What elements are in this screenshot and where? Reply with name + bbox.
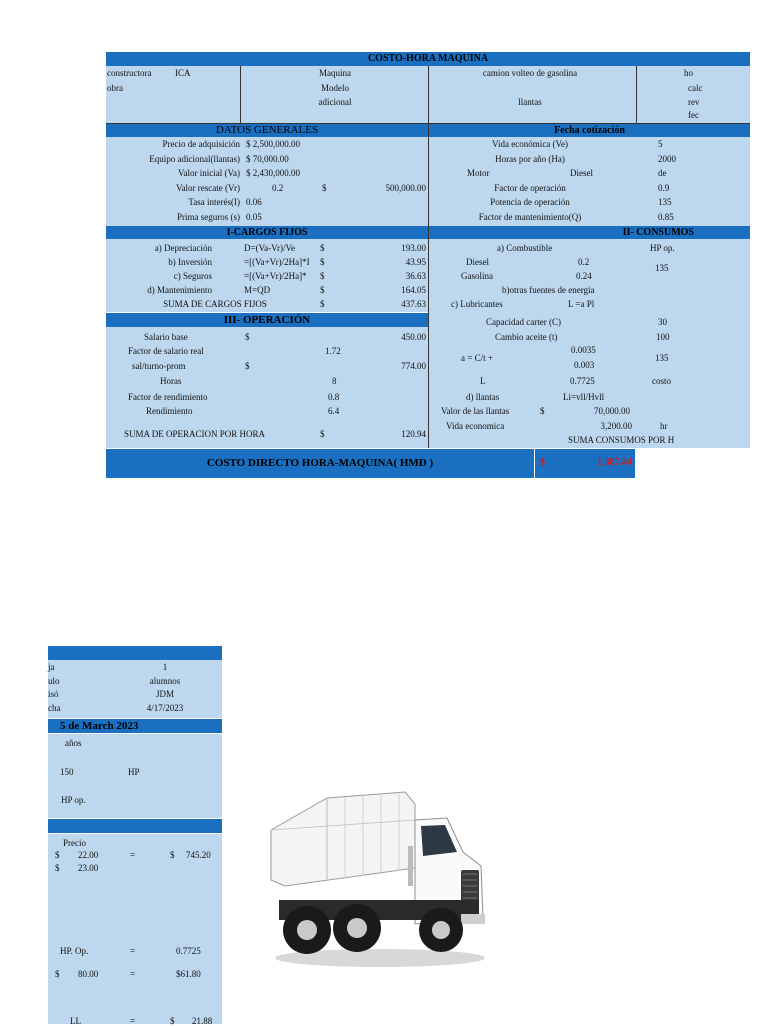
operacion-sum-value: 120.94	[401, 429, 426, 439]
constructora-label: constructora	[107, 68, 152, 78]
divider	[428, 66, 429, 123]
gasolina-label: Gasolina	[461, 271, 493, 281]
a-label: a = C/t +	[461, 353, 493, 363]
vida-value: 3,200.00	[600, 421, 632, 431]
cont-lub-value: 80.00	[78, 969, 99, 979]
cont-precio-label: Precio	[63, 838, 86, 848]
constructora-value: ICA	[175, 68, 191, 78]
cf-row-formula: =[(Va+Vr)/2Ha]*	[244, 271, 307, 281]
diesel-value: 0.2	[578, 257, 590, 267]
cont-eq2: =	[130, 969, 136, 979]
cf-row-formula: =[(Va+Vr)/2Ha]*I	[244, 257, 310, 267]
cargos-fijos-title	[106, 226, 428, 239]
total-sign: $	[540, 457, 545, 468]
calculo-cut: calc	[688, 83, 703, 93]
cf-row-formula: D=(Va-Vr)/Ve	[244, 243, 296, 253]
lubricantes-label: c) Lubricantes	[451, 299, 503, 309]
cont-hp-unit: HP	[128, 767, 140, 777]
sheet-title	[106, 52, 750, 66]
fc-row-value: 0.85	[658, 211, 674, 222]
cont-top-label: isó	[48, 689, 59, 699]
cont-price-sign: $	[55, 863, 60, 873]
cf-row-formula: M=QD	[244, 285, 271, 295]
combustible-label: a) Combustible	[497, 243, 553, 253]
fc-row-label: Motor	[467, 168, 490, 178]
cont-panel-3	[48, 834, 222, 1024]
dg-row-label: Valor rescate (Vr)	[176, 182, 240, 193]
turno-sign: $	[245, 361, 250, 371]
cont-lub-sign: $	[55, 969, 60, 979]
cf-row-sign: $	[320, 243, 325, 253]
maquina-value: camion volteo de gasolina	[482, 68, 578, 78]
cf-row-label: a) Depreciación	[154, 243, 212, 253]
fc-row-value: 0.9	[658, 182, 670, 193]
cont-ll-label: LL	[70, 1016, 81, 1026]
cont-top-value: 4/17/2023	[146, 702, 184, 713]
cf-row-label: b) Inversión	[168, 257, 212, 267]
fc-row-label: Factor de mantenimiento(Q)	[478, 211, 582, 222]
cont-hp-op2: HP. Op.	[60, 946, 89, 956]
cf-row-value: 43.95	[405, 257, 426, 267]
vida-label: Vida economica	[446, 421, 505, 431]
cf-row-sign: $	[320, 285, 325, 295]
turno-value: 774.00	[401, 361, 426, 371]
rend-factor-value: 0.8	[328, 392, 340, 402]
cargos-fijos-sum-sign: $	[320, 299, 325, 309]
fc-row-label: Horas por año (Ha)	[495, 153, 565, 164]
dg-row-label: Precio de adquisición	[162, 139, 240, 149]
operacion-sum-label: SUMA DE OPERACION POR HORA	[124, 429, 266, 439]
rend-label: Rendimiento	[146, 406, 193, 416]
cont-eq1: =	[130, 946, 136, 956]
cont-top-label: ulo	[48, 675, 60, 686]
dg-row-label: Equipo adicional(llantas)	[149, 153, 240, 164]
cont-price-sign2: $	[170, 850, 175, 860]
dg-row-extra: 500,000.00	[385, 182, 426, 193]
horas-value: 8	[332, 376, 337, 386]
cont-top-label: ja	[48, 662, 55, 672]
a-hp: 135	[655, 353, 669, 363]
dg-row-value: 0.05	[246, 211, 262, 222]
dg-row-label: Tasa interés(I)	[188, 197, 240, 207]
fc-row-value: 135	[658, 197, 672, 207]
dg-row-value: $ 70,000.00	[246, 153, 289, 164]
consumo-hp-value: 135	[655, 263, 669, 273]
dg-row-value: $ 2,430,000.00	[246, 168, 300, 178]
cont-hp-num: 150	[60, 767, 74, 777]
dg-row-sign: $	[322, 182, 327, 193]
cont-date-bar	[48, 719, 222, 733]
fc-row-label: Factor de operación	[494, 182, 566, 193]
divider	[428, 124, 429, 226]
consumos-sum-label: SUMA CONSUMOS POR H	[568, 435, 675, 445]
dg-row-value: 0.06	[246, 197, 262, 207]
diesel-label: Diesel	[466, 257, 489, 267]
hp-op: HP op.	[650, 243, 675, 253]
cont-price-value: 23.00	[78, 863, 99, 873]
fecha-title	[429, 124, 750, 137]
salario-value: 450.00	[401, 332, 426, 342]
cont-header-bar	[48, 646, 222, 660]
cont-hp-op2-value: 0.7725	[176, 946, 201, 956]
cont-anos: años	[65, 738, 82, 748]
carter-value: 30	[658, 317, 667, 327]
fc-row-value: 5	[658, 139, 663, 149]
factor-label: Factor de salario real	[128, 346, 204, 356]
cont-top-label: cha	[48, 702, 61, 713]
fecha-title-text: Fecha cotización	[554, 125, 625, 136]
reviso-cut: rev	[688, 97, 700, 107]
operacion-title	[106, 313, 428, 327]
rend-factor-label: Factor de rendimiento	[128, 392, 208, 402]
cont-top-value: alumnos	[149, 675, 181, 686]
l-costo: costo	[652, 376, 671, 386]
fc-row-mid: Diesel	[570, 168, 593, 178]
llantas-label: d) llantas	[466, 392, 500, 402]
cf-row-sign: $	[320, 271, 325, 281]
valor-llantas-value: 70,000.00	[594, 406, 630, 416]
cont-bar-3	[48, 819, 222, 833]
operacion-title-text: III- OPERACIÓN	[223, 314, 311, 326]
adicional-label: adicional	[318, 97, 352, 107]
salario-label: Salario base	[144, 332, 188, 342]
consumos-title	[429, 226, 750, 239]
maquina-label: Maquina	[319, 68, 351, 78]
l-label: L	[480, 376, 486, 386]
fecha-cut: fec	[688, 110, 699, 120]
cf-row-value: 193.00	[401, 243, 426, 253]
cambio-label: Cambio aceite (t)	[495, 332, 558, 342]
llantas-formula: Li=vll/Hvll	[563, 392, 605, 402]
total-value: 1,387.44	[597, 457, 632, 468]
total-label: COSTO DIRECTO HORA-MAQUINA( HMD )	[206, 457, 434, 469]
valor-llantas-sign: $	[540, 406, 545, 416]
carter-label: Capacidad carter (C)	[486, 317, 561, 327]
cargos-fijos-title-text: I-CARGOS FIJOS	[226, 227, 308, 238]
horas-label: Horas	[160, 376, 182, 386]
divider	[240, 66, 241, 123]
cont-ll-value: 21.88	[192, 1016, 213, 1026]
fc-row-label: Vida económica (Ve)	[492, 139, 568, 149]
cont-top-value: 1	[162, 662, 168, 672]
fc-row-value: 2000	[658, 153, 676, 164]
cont-ll-sign: $	[170, 1016, 175, 1026]
factor-value: 1.72	[325, 346, 341, 356]
cont-hp-op: HP op.	[61, 795, 86, 805]
cf-row-sign: $	[320, 257, 325, 267]
cf-row-label: c) Seguros	[173, 271, 212, 281]
fc-row-value: de	[658, 168, 667, 178]
dg-row-value: 0.2	[272, 182, 284, 193]
gasolina-value: 0.24	[576, 271, 592, 281]
cf-row-value: 36.63	[405, 271, 426, 281]
divider	[636, 66, 637, 123]
vida-unit: hr	[660, 421, 668, 431]
dg-row-label: Valor inicial (Va)	[178, 168, 240, 178]
dump-truck-image	[265, 790, 490, 970]
a-value-2: 0.003	[574, 360, 595, 370]
cont-lub-total: $61.80	[176, 969, 201, 979]
cf-row-label: d) Mantenimiento	[147, 285, 212, 295]
l-value: 0.7725	[570, 376, 595, 386]
cont-eq3: =	[130, 1016, 136, 1026]
cargos-fijos-sum-value: 437.63	[401, 299, 426, 309]
cargos-fijos-sum-label: SUMA DE CARGOS FIJOS	[163, 299, 267, 309]
cf-row-value: 164.05	[401, 285, 426, 295]
obra-label: obra	[107, 83, 123, 93]
consumos-title-text: II- CONSUMOS	[622, 227, 694, 238]
cambio-value: 100	[656, 332, 670, 342]
hoja-cut: ho	[684, 68, 693, 78]
sheet-title-text: COSTO-HORA MAQUINA	[367, 53, 489, 64]
dg-row-label: Prima seguros (s)	[177, 211, 240, 222]
valor-llantas-label: Valor de las llantas	[441, 406, 510, 416]
cont-price-value: 22.00	[78, 850, 99, 860]
cont-price-sign: $	[55, 850, 60, 860]
divider	[428, 226, 429, 448]
operacion-sum-sign: $	[320, 429, 325, 439]
fc-row-label: Potencia de operación	[490, 197, 570, 207]
turno-label: sal/turno-prom	[132, 361, 186, 371]
datos-generales-title	[106, 124, 428, 137]
dg-row-value: $ 2,500,000.00	[246, 139, 300, 149]
rend-value: 6.4	[328, 406, 340, 416]
cont-price-total: 745.20	[186, 850, 211, 860]
adicional-value: llantas	[518, 97, 542, 107]
lubricantes-formula: L =a Pl	[568, 299, 595, 309]
datos-generales-title-text: DATOS GENERALES	[215, 124, 319, 136]
cont-top-value: JDM	[155, 689, 174, 699]
otras-label: b)otras fuentes de energía	[502, 285, 595, 295]
a-value-1: 0.0035	[571, 345, 596, 355]
cont-price-eq: =	[130, 850, 136, 860]
modelo-label: Modelo	[321, 83, 349, 93]
cont-date-title: 5 de March 2023	[60, 720, 139, 732]
salario-sign: $	[245, 332, 250, 342]
